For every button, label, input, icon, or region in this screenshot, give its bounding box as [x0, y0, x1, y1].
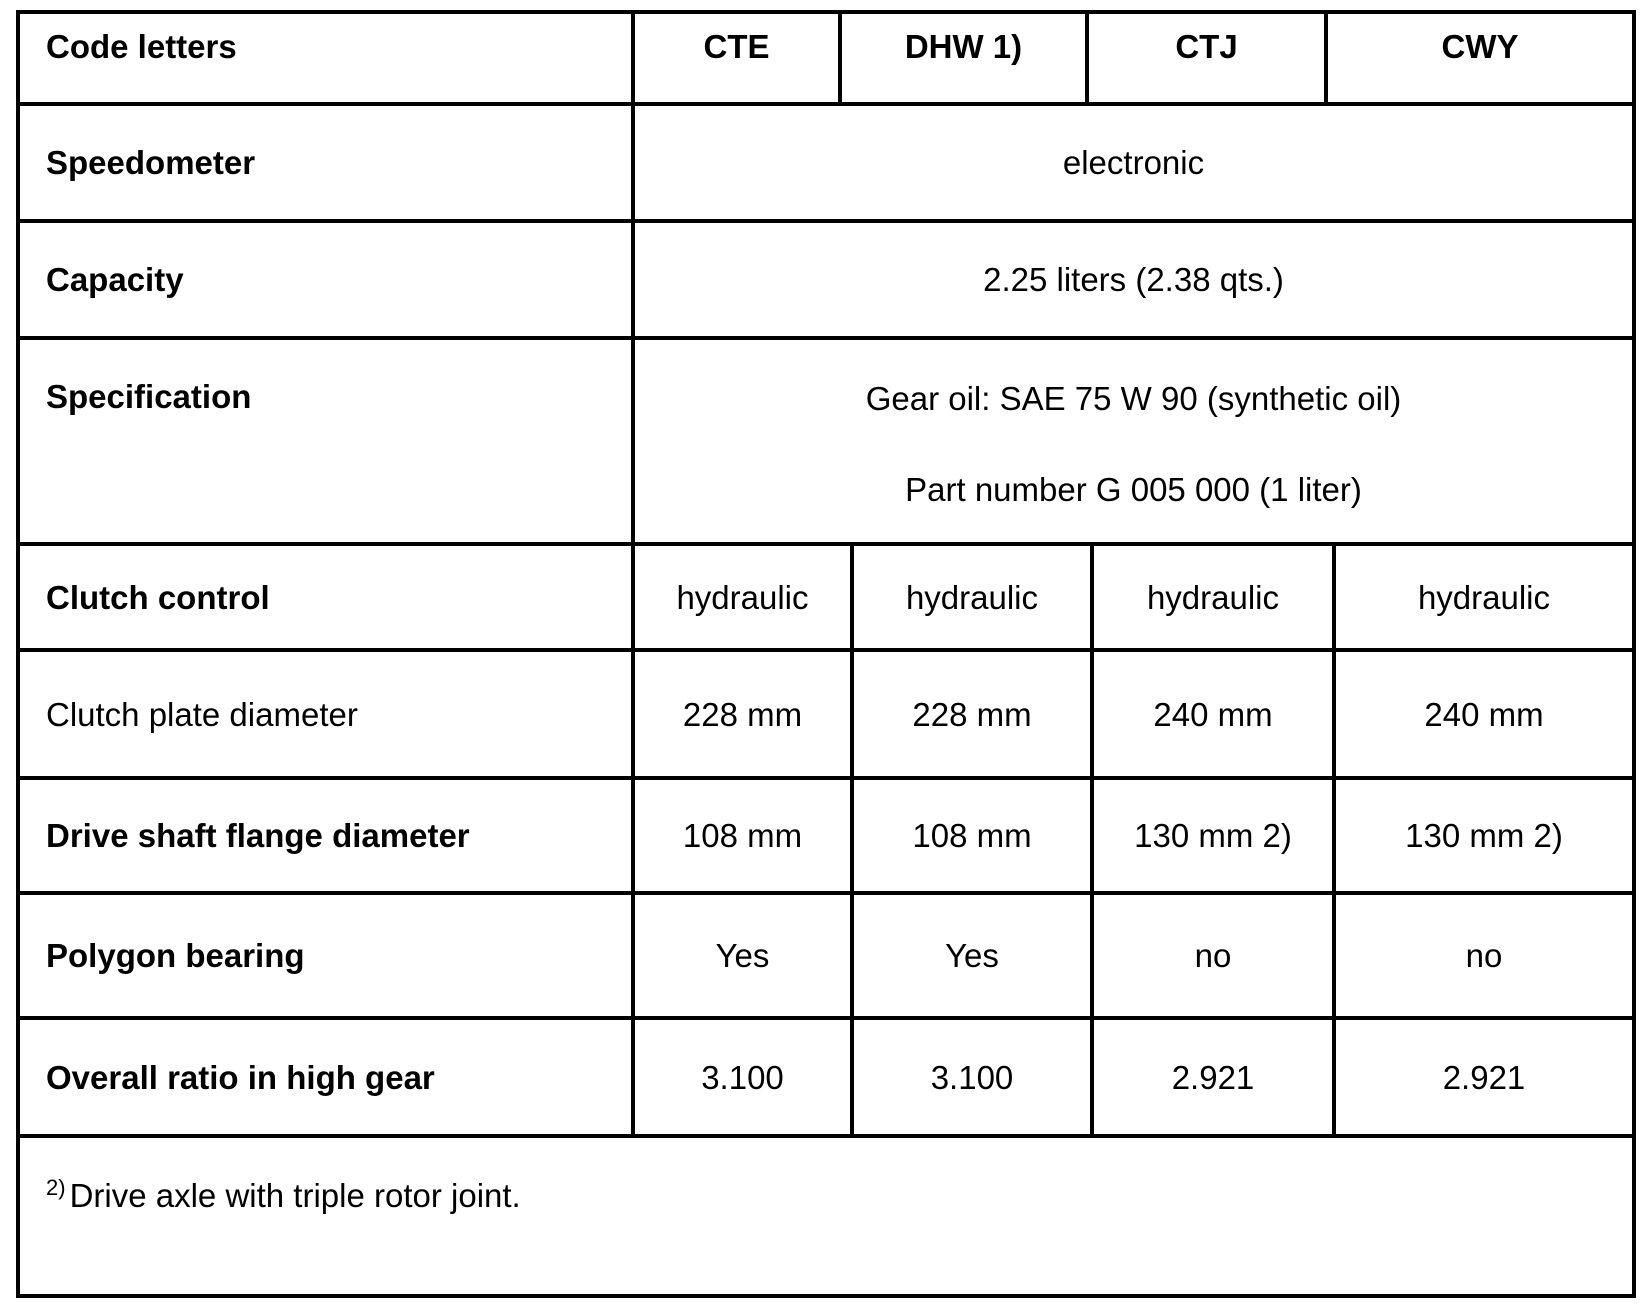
polygon-bearing-label: Polygon bearing [46, 937, 305, 974]
table-cell: 130 mm 2) [1134, 817, 1292, 854]
speedometer-label: Speedometer [46, 144, 256, 181]
table-cell: hydraulic [905, 578, 1039, 616]
table-cell: 108 mm [682, 817, 803, 854]
clutch-control-label: Clutch control [46, 578, 270, 616]
table-cell: 108 mm [912, 817, 1032, 854]
table-cell: 228 mm [682, 695, 803, 733]
table-cell: hydraulic [1146, 578, 1280, 616]
table-cell: 2.921 [1442, 1058, 1526, 1096]
drive-shaft-flange-label: Drive shaft flange diameter [46, 817, 470, 854]
table-cell: no [1465, 937, 1503, 974]
table-cell: no [1194, 937, 1232, 974]
row-divider [16, 336, 1636, 340]
specification-value [635, 380, 1632, 509]
code-ctj: CTJ [1175, 28, 1238, 65]
table-cell: 2.921 [1171, 1058, 1255, 1096]
table-cell: 3.100 [930, 1058, 1014, 1096]
header-label: Code letters [46, 28, 237, 65]
overall-ratio-label: Overall ratio in high gear [46, 1058, 435, 1096]
table-cell: 228 mm [912, 695, 1032, 733]
clutch-plate-diameter-label: Clutch plate diameter [46, 695, 358, 733]
capacity-label: Capacity [46, 261, 184, 298]
table-cell: 240 mm [1424, 695, 1544, 733]
table-border-right [1632, 10, 1636, 1298]
table-cell: hydraulic [1417, 578, 1551, 616]
footnote-text: Drive axle with triple rotor joint. [69, 1177, 521, 1214]
table-cell: 130 mm 2) [1405, 817, 1563, 854]
specification-line-1: Gear oil: SAE 75 W 90 (synthetic oil) [865, 380, 1402, 417]
table-border-bottom [16, 1294, 1636, 1298]
code-cte: CTE [703, 28, 770, 65]
capacity-value: 2.25 liters (2.38 qts.) [983, 261, 1284, 298]
table-cell: 240 mm [1153, 695, 1273, 733]
table-border-top [16, 10, 1636, 14]
table-cell: hydraulic [676, 578, 809, 616]
table-cell: Yes [715, 937, 770, 974]
specification-line-2: Part number G 005 000 (1 liter) [905, 471, 1362, 508]
row-divider [16, 1134, 1636, 1138]
specifications-table [16, 10, 1636, 1298]
table-cell: Yes [945, 937, 999, 974]
code-dhw: DHW 1) [904, 28, 1023, 65]
footnote [46, 1175, 521, 1215]
specification-label: Specification [46, 378, 252, 415]
table-cell: 3.100 [701, 1058, 784, 1096]
code-cwy: CWY [1441, 28, 1519, 65]
speedometer-value: electronic [1062, 144, 1205, 181]
footnote-marker: 2) [46, 1175, 66, 1200]
